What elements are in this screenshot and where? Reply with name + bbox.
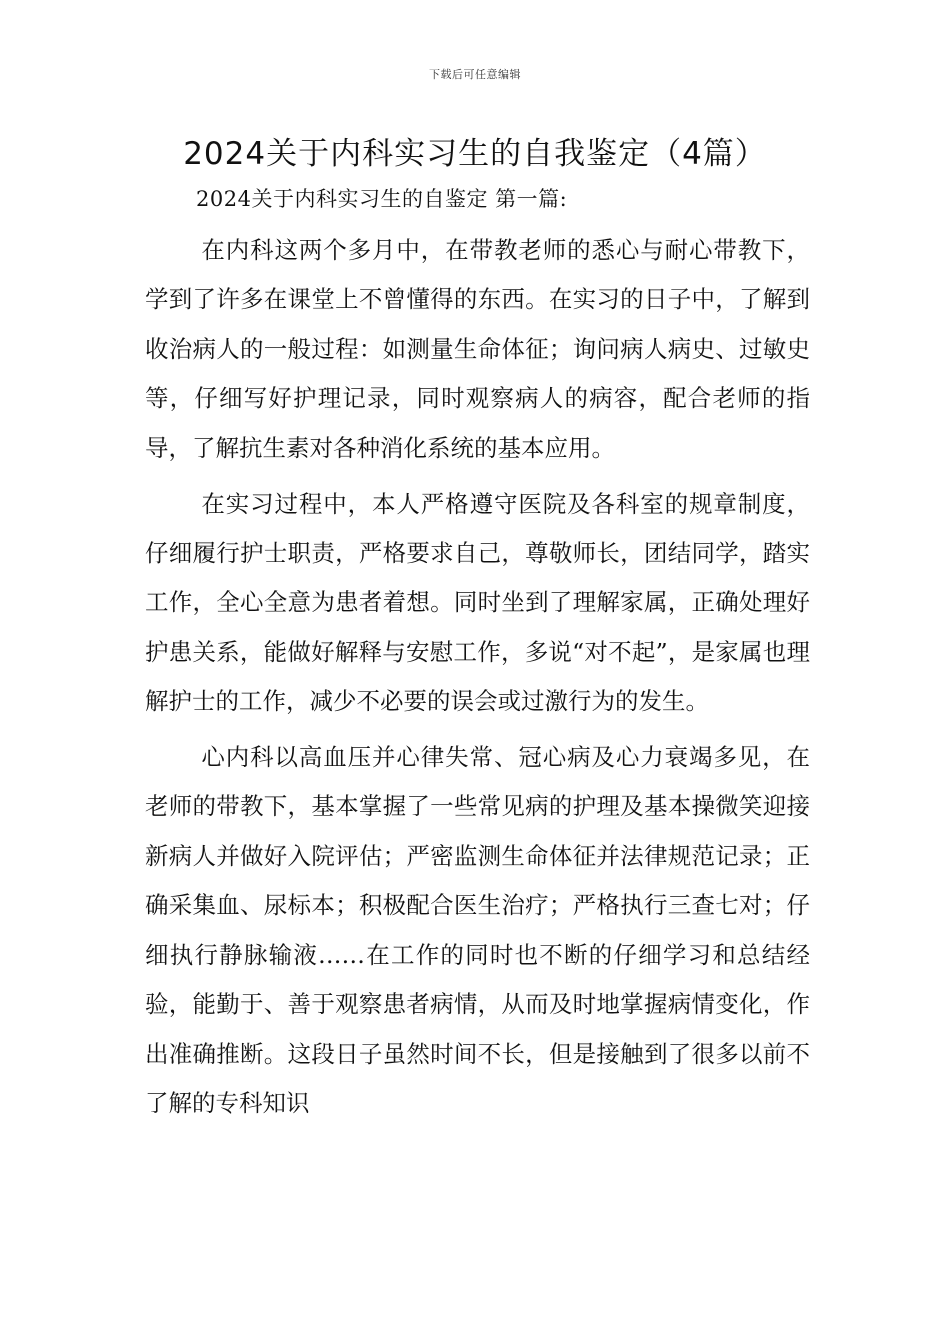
paragraph-3: 心内科以高血压并心律失常、冠心病及心力衰竭多见，在老师的带教下，基本掌握了一些常见病的护理及基本操微笑迎接新病人并做好入院评估；严密监测生命体征并法律规范记录；正确采集血、尿标本；积极配合医生治疗；严格执行三查七对；仔细执行静脉输液……在工作的同时也不断的仔细学习和总结经验，能勤于、善于观察患者病情，从而及时地掌握病情变化，作出准确推断。这段日子虽然时间不长，但是接触到了很多以前不了解的专科知识 xyxy=(145,743,810,1117)
document-title: 2024关于内科实习生的自我鉴定（4篇） xyxy=(183,136,767,172)
download-note: 下载后可任意编辑 xyxy=(429,68,521,81)
section-heading: 2024关于内科实习生的自鉴定 第一篇: xyxy=(196,187,568,211)
document-body xyxy=(145,226,810,1135)
paragraph-2: 在实习过程中，本人严格遵守医院及各科室的规章制度，仔细履行护士职责，严格要求自己，尊敬师长，团结同学，踏实工作，全心全意为患者着想。同时坐到了理解家属，正确处理好护患关系，能做好解释与安慰工作，多说“对不起”，是家属也理解护士的工作，减少不必要的误会或过激行为的发生。 xyxy=(145,489,810,716)
paragraph-1: 在内科这两个多月中，在带教老师的悉心与耐心带教下，学到了许多在课堂上不曾懂得的东西。在实习的日子中，了解到收治病人的一般过程：如测量生命体征；询问病人病史、过敏史等，仔细写好护理记录，同时观察病人的病容，配合老师的指导，了解抗生素对各种消化系统的基本应用。 xyxy=(145,236,810,462)
